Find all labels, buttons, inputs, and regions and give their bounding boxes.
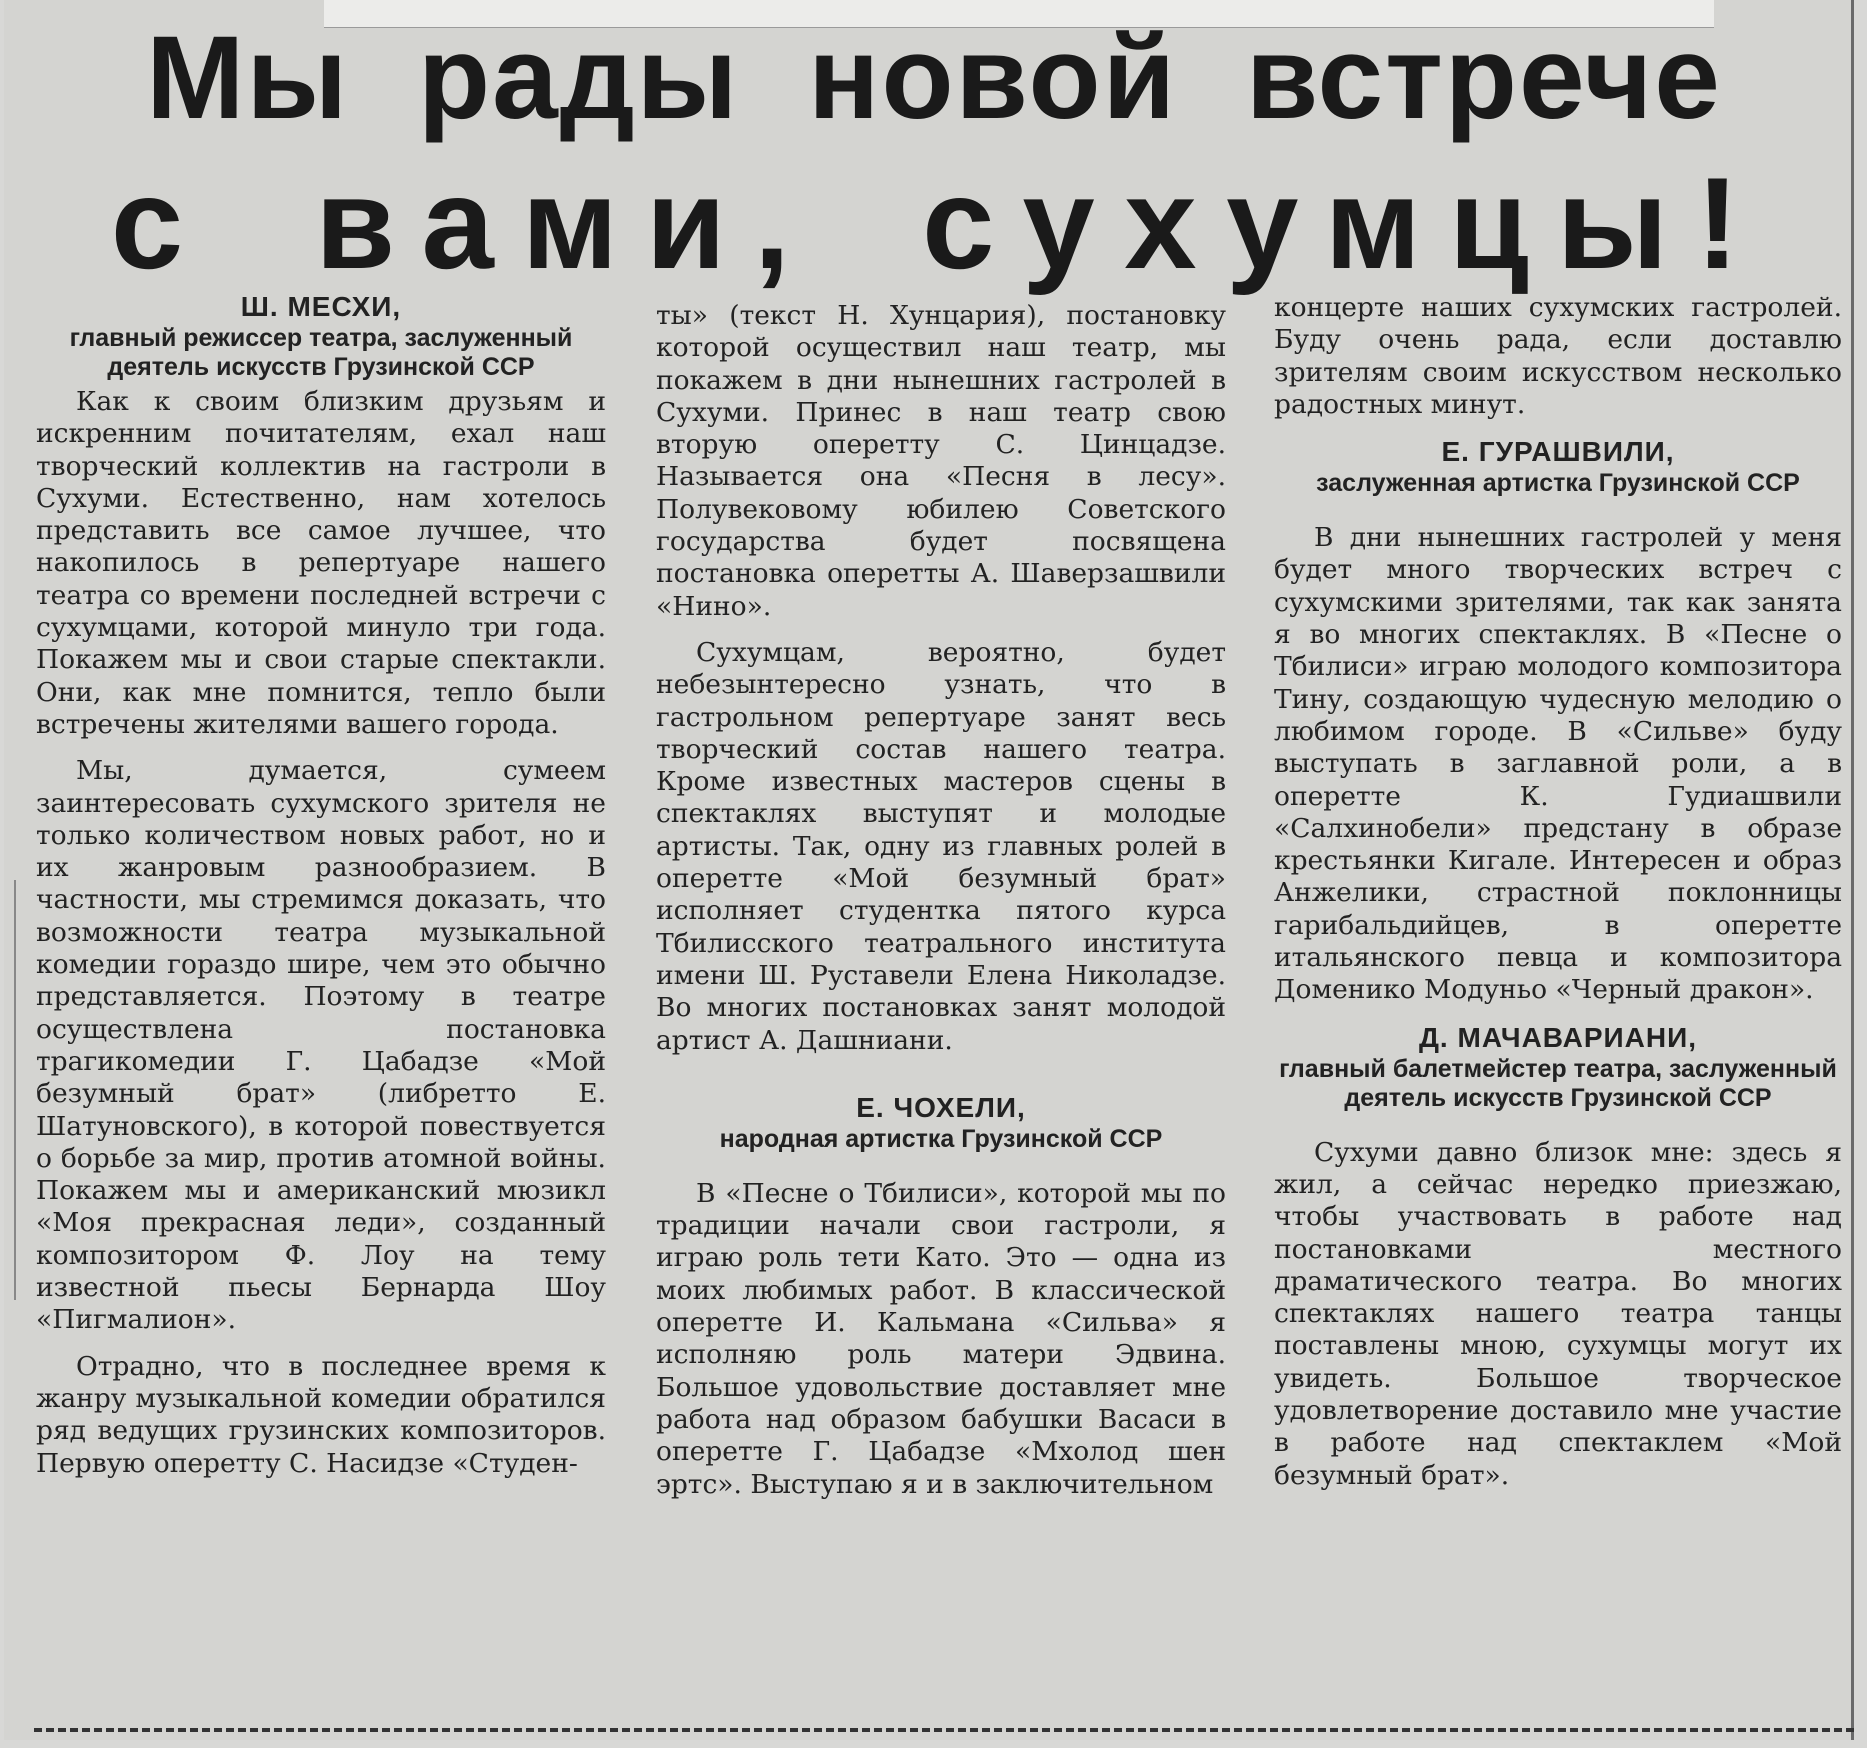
- paragraph-continued: концерте наших сухумских гастролей. Буду очень рада, если доставлю зрителям своим искусством несколько радостных минут.: [1274, 292, 1842, 420]
- byline-meskhi: [36, 290, 606, 382]
- left-margin-marks: [4, 880, 16, 1300]
- byline-chokheli: [656, 1091, 1226, 1154]
- headline-line-2: с вами, сухумцы!: [110, 150, 1768, 296]
- headline-line-1: Мы рады новой встрече: [146, 12, 1722, 144]
- byline-gurashvili: [1274, 435, 1842, 498]
- author-title: главный балетмейстер театра, заслуженный деятель искусств Грузинской ССР: [1279, 1054, 1837, 1112]
- paragraph: В «Песне о Тбилиси», которой мы по традиции начали свои гастроли, я играю роль тети Като. Это — одна из моих любимых работ. В классической оперетте И. Кальмана «Сильва» я исполняю роль матери Эдвина. Большое удовольствие доставляет мне работа над образом бабушки Васаси в оперетте Г. Цабадзе «Мхолод шен эртс». Выступаю я и в заключительном: [656, 1177, 1226, 1500]
- paragraph: Отрадно, что в последнее время к жанру музыкальной комедии обратился ряд ведущих грузинских композиторов. Первую оперетту С. Насидзе «Студен-: [36, 1350, 606, 1479]
- paragraph-continued: ты» (текст Н. Хунцария), постановку которой осуществил наш театр, мы покажем в дни нынешних гастролей в Сухуми. Принес в наш театр свою вторую оперетту С. Цинцадзе. Называется она «Песня в лесу». Полувековому юбилею Советского государства будет посвящена постановка оперетты А. Шаверзашвили «Нино».: [656, 300, 1226, 622]
- author-title: народная артистка Грузинской ССР: [719, 1124, 1163, 1153]
- column-3: [1274, 292, 1842, 1712]
- column-1: [36, 290, 606, 1710]
- column-2: [656, 300, 1226, 1720]
- author-title: заслуженная артистка Грузинской ССР: [1316, 469, 1800, 498]
- author-name: Е. ГУРАШВИЛИ,: [1441, 436, 1675, 468]
- author-name: Е. ЧОХЕЛИ,: [856, 1091, 1026, 1123]
- author-name: Ш. МЕСХИ,: [240, 291, 402, 322]
- paragraph: Мы, думается, сумеем заинтересовать сухумского зрителя не только количеством новых работ, но и их жанровым разнообразием. В частности, мы стремимся доказать, что возможности театра музыкальной комедии гораздо шире, чем это обычно представляется. Поэтому в театре осуществлена постановка трагикомедии Г. Цабадзе «Мой безумный брат» (либретто Е. Шатуновского), в которой повествуется о борьбе за мир, против атомной войны. Покажем мы и американский мюзикл «Моя прекрасная леди», созданный композитором Ф. Лоу на тему известной пьесы Бернарда Шоу «Пигмалион».: [36, 755, 606, 1336]
- paragraph: Как к своим близким друзьям и искренним почитателям, ехал наш творческий коллектив на гастроли в Сухуми. Естественно, нам хотелось представить все самое лучшее, что накопилось в репертуаре нашего театра со времени последней встречи с сухумцами, которой минуло три года. Покажем мы и свои старые спектакли. Они, как мне помнится, тепло были встречены жителями вашего города.: [36, 386, 606, 740]
- headline: [4, 8, 1864, 298]
- dashed-cut-line: [34, 1728, 1854, 1732]
- author-title: главный режиссер театра, заслуженный деятель искусств Грузинской ССР: [69, 324, 573, 381]
- author-name: Д. МАЧАВАРИАНИ,: [1418, 1021, 1697, 1053]
- byline-machavariani: [1274, 1021, 1842, 1113]
- paragraph: Сухуми давно близок мне: здесь я жил, а сейчас нередко приезжаю, чтобы участвовать в работе над постановками местного драматического театра. Во многих спектаклях нашего театра танцы поставлены мною, сухумцы могут их увидеть. Большое творческое удовлетворение доставило мне участие в работе над спектаклем «Мой безумный брат».: [1274, 1136, 1842, 1491]
- paragraph: Сухумцам, вероятно, будет небезынтересно узнать, что в гастрольном репертуаре занят весь творческий состав нашего театра. Кроме известных мастеров сцены в спектаклях выступят и молодые артисты. Так, одну из главных ролей в оперетте «Мой безумный брат» исполняет студентка пятого курса Тбилисского театрального института имени Ш. Руставели Елена Николадзе. Во многих постановках занят молодой артист А. Дашниани.: [656, 636, 1226, 1056]
- paragraph: В дни нынешних гастролей у меня будет много творческих встреч с сухумскими зрителями, так как занята я во многих спектаклях. В «Песне о Тбилиси» играю молодого композитора Тину, создающую чудесную мелодию о любимом городе. В «Сильве» буду выступать в заглавной роли, а в оперетте К. Гудиашвили «Салхинобели» предстану в образе крестьянки Кигале. Интересен и образ Анжелики, страстной поклонницы гарибальдийцев, в оперетте итальянского певца и композитора Доменико Модуньо «Черный дракон».: [1274, 522, 1842, 1006]
- newspaper-clipping: [4, 0, 1854, 1740]
